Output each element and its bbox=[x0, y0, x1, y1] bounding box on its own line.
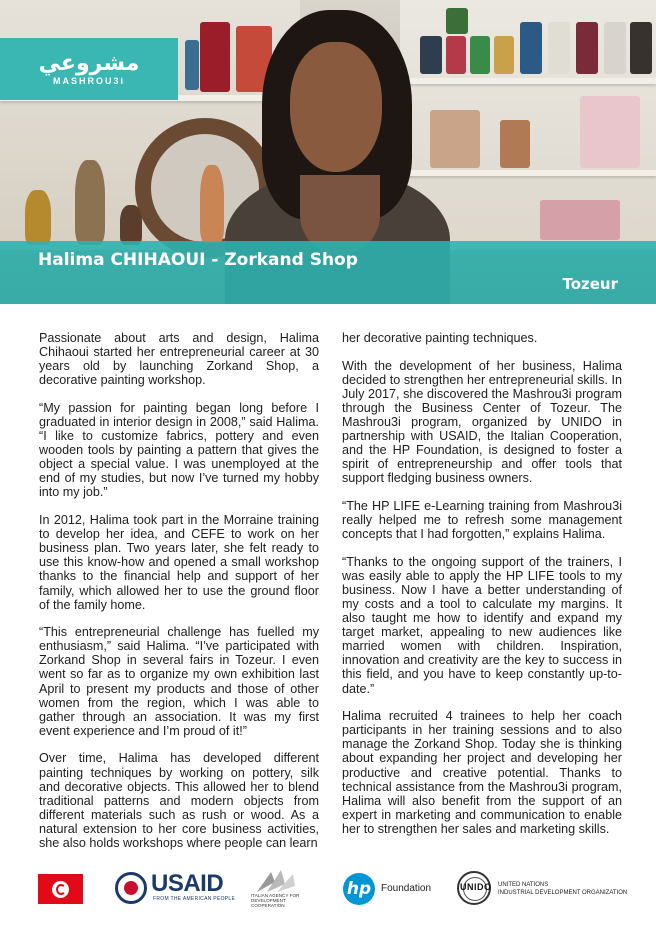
unido-full-name bbox=[498, 881, 627, 897]
unido-name-line2: INDUSTRIAL DEVELOPMENT ORGANIZATION bbox=[498, 890, 628, 896]
paragraph: “This entrepreneurial challenge has fuelled my enthusiasm,” said Halima. “I’ve participated with Zorkand Shop in several fairs in Tozeur. I even went so far as to organize my own exhibition last April to present my products and those of other women from the region, which I was able to gather through an association. It was my first event experience and I’m proud of it!” bbox=[39, 625, 319, 738]
paint-jar bbox=[604, 22, 626, 74]
fabric-roll bbox=[185, 40, 199, 90]
usaid-seal-icon bbox=[115, 872, 147, 904]
paint-jar bbox=[494, 36, 514, 74]
paragraph: “The HP LIFE e-Learning training from Mashrou3i really helped me to refresh some management concepts that I had forgotten,” explains Halima. bbox=[342, 498, 622, 542]
paint-jar bbox=[446, 8, 468, 34]
flag-crescent bbox=[56, 884, 66, 895]
paragraph: Halima recruited 4 trainees to help her coach participants in her training sessions and to also manage the Zorkand Shop. Today she is thinking about expanding her project and developing her productive and creative potential. Thanks to technical assistance from the Mashrou3i program, Halima will also benefit from the support of an expert in marketing and communication to enable her to strengthen her sales and marketing skills. bbox=[342, 709, 622, 836]
paint-jar bbox=[548, 22, 570, 74]
right-column bbox=[342, 331, 622, 850]
fabric-roll bbox=[200, 22, 230, 92]
mashrou3i-logo bbox=[0, 38, 178, 100]
italian-cooperation-icon bbox=[253, 868, 299, 894]
paragraph: With the development of her business, Halima decided to strengthen her entrepreneurial skills. In July 2017, she discovered the Mashrou3i program through the Business Center of Tozeur. The Mashrou3i program, organized by UNIDO in partnership with USAID, the Italian Cooperation, and the HP Foundation, is designed to foster a spirit of entrepreneurship and offer tools that support fledging business owners. bbox=[342, 358, 622, 486]
usaid-logo-text: USAID bbox=[151, 870, 224, 897]
tunisia-flag-icon bbox=[38, 874, 83, 904]
vase bbox=[200, 165, 224, 243]
paint-jar bbox=[420, 36, 442, 74]
left-column bbox=[39, 331, 319, 864]
hp-foundation-label: Foundation bbox=[381, 883, 432, 894]
location-label: Tozeur bbox=[562, 275, 618, 293]
partner-logos bbox=[0, 868, 656, 912]
logo-arabic: مشروعي bbox=[38, 51, 140, 76]
vase bbox=[25, 190, 51, 245]
paint-jar bbox=[470, 36, 490, 74]
shelf-board bbox=[400, 170, 656, 176]
shelf-board bbox=[400, 78, 656, 84]
decor-object bbox=[500, 120, 530, 168]
usaid-tagline: FROM THE AMERICAN PEOPLE bbox=[153, 896, 236, 902]
page-title: Halima CHIHAOUI - Zorkand Shop bbox=[38, 250, 358, 270]
paragraph: Over time, Halima has developed different painting techniques by working on pottery, silk and decorative objects. This allowed her to blend traditional patterns and modern objects from different materials such as rush or wood. As a natural extension to her core business activities, she also holds workshops where people can learn bbox=[39, 751, 319, 850]
paragraph: “My passion for painting began long before I graduated in interior design in 2008,” said Halima. “I like to customize fabrics, pottery and even wooden tools by painting a pattern that gives the object a special value. I was unemployed at the end of my studies, but now I’ve turned my hobby into my job.” bbox=[39, 400, 319, 500]
hp-logo: hp bbox=[343, 873, 375, 905]
paint-jar bbox=[576, 22, 598, 74]
paragraph: Passionate about arts and design, Halima Chihaoui started her entrepreneurial career at 30 years old by launching Zorkand Shop, a decorative painting workshop. bbox=[39, 331, 319, 388]
paragraph: In 2012, Halima took part in the Morraine training to develop her idea, and CEFE to work on her business plan. Two years later, she felt ready to use this know-how and opened a small workshop thanks to the financial help and support of her family, which allowed her to use the ground floor of the family home. bbox=[39, 513, 319, 612]
paragraph: “Thanks to the ongoing support of the trainers, I was easily able to apply the HP LIFE tools to my business. Now I have a better understanding of my costs and a tool to calculate my margins. It also taught me how to identify and expand my target market, appealing to new audiences like married women with children. Inspiration, innovation and creativity are the key to success in this field, and you have to keep constantly up-to-date.” bbox=[342, 554, 622, 696]
decor-object bbox=[430, 110, 480, 168]
hero-photo bbox=[0, 0, 656, 304]
vase bbox=[120, 205, 142, 245]
unido-name-line1: UNITED NATIONS bbox=[498, 882, 549, 888]
paint-jar bbox=[446, 36, 466, 74]
paragraph: her decorative painting techniques. bbox=[342, 331, 538, 345]
vase bbox=[75, 160, 105, 245]
logo-latin: MASHROU3i bbox=[52, 76, 125, 86]
paint-jar bbox=[520, 22, 542, 74]
person-face bbox=[290, 42, 382, 172]
decor-object bbox=[580, 96, 640, 168]
unido-logo-text: UNIDO bbox=[460, 882, 492, 892]
italian-cooperation-text: ITALIAN AGENCY FOR DEVELOPMENT COOPERATION bbox=[251, 893, 300, 908]
paint-jar bbox=[630, 22, 652, 74]
decor-object bbox=[540, 200, 620, 240]
